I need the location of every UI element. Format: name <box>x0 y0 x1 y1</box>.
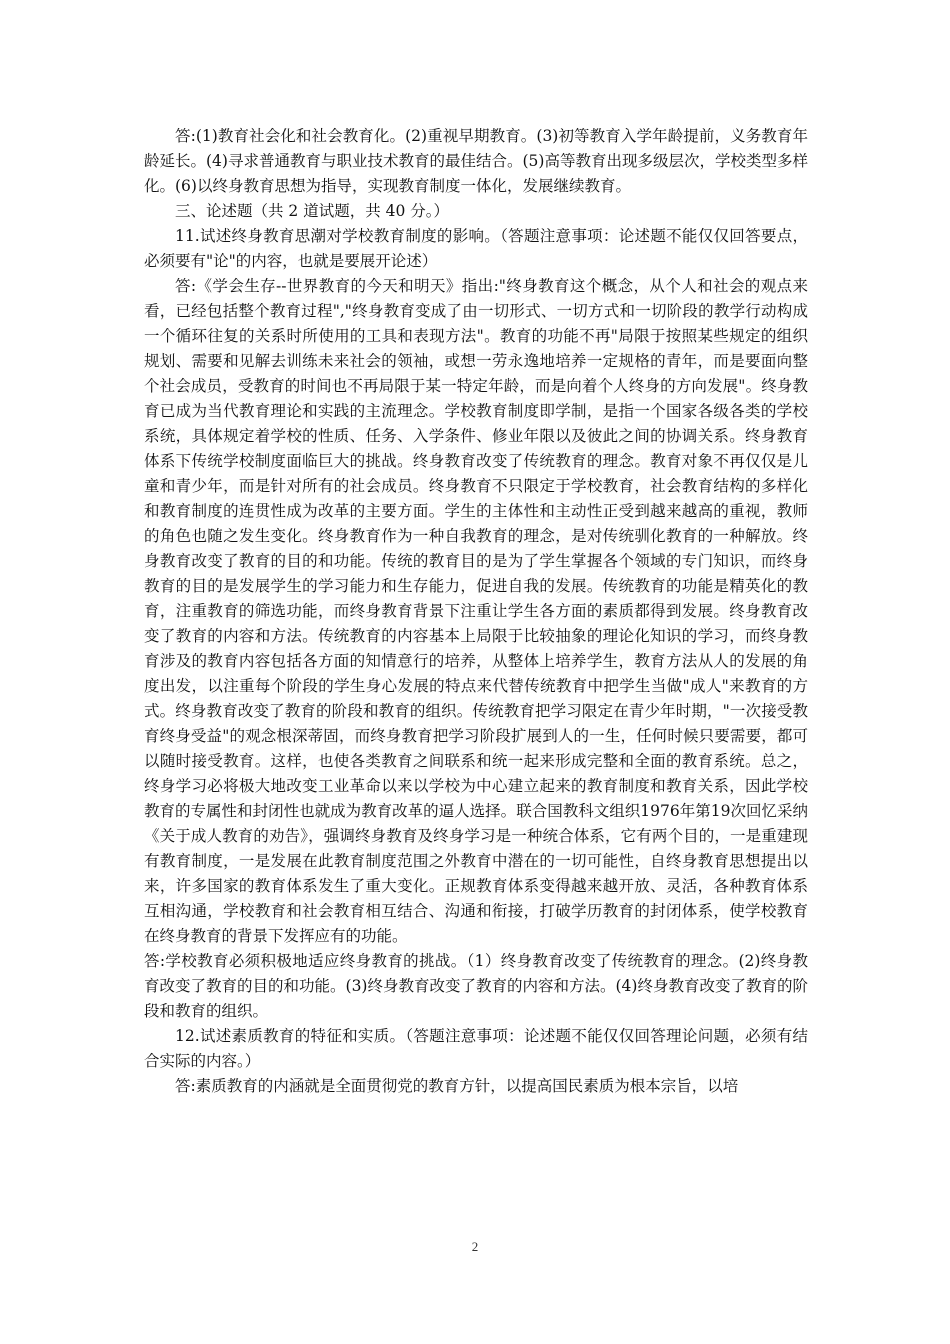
document-body <box>144 124 808 1099</box>
answer-11-summary-paragraph: 答:学校教育必须积极地适应终身教育的挑战。（1）终身教育改变了传统教育的理念。(2)终身教育改变了教育的目的和功能。(3)终身教育改变了教育的内容和方法。(4)终身教育改变了教育的阶段和教育的组织。 <box>144 952 808 1020</box>
answer-12-paragraph: 答:素质教育的内涵就是全面贯彻党的教育方针，以提高国民素质为根本宗旨，以培 <box>175 1077 739 1095</box>
answer-10-paragraph: 答:(1)教育社会化和社会教育化。(2)重视早期教育。(3)初等教育入学年龄提前，义务教育年龄延长。(4)寻求普通教育与职业技术教育的最佳结合。(5)高等教育出现多级层次，学校类型多样化。(6)以终身教育思想为指导，实现教育制度一体化，发展继续教育。 <box>144 127 808 195</box>
answer-11-paragraph: 答:《学会生存--世界教育的今天和明天》指出:"终身教育这个概念，从个人和社会的观点来看，已经包括整个教育过程","终身教育变成了由一切形式、一切方式和一切阶段的教学行动构成一个循环往复的关系时所使用的工具和表现方法"。教育的功能不再"局限于按照某些规定的组织规划、需要和见解去训练未来社会的领袖，或想一劳永逸地培养一定规格的青年，而是要面向整个社会成员，受教育的时间也不再局限于某一特定年龄，而是向着个人终身的方向发展"。终身教育已成为当代教育理论和实践的主流理念。学校教育制度即学制，是指一个国家各级各类的学校系统，具体规定着学校的性质、任务、入学条件、修业年限以及彼此之间的协调关系。终身教育体系下传统学校制度面临巨大的挑战。终身教育改变了传统教育的理念。教育对象不再仅仅是儿童和青少年，而是针对所有的社会成员。终身教育不只限定于学校教育，社会教育结构的多样化和教育制度的连贯性成为改革的主要方面。学生的主体性和主动性正受到越来越高的重视，教师的角色也随之发生变化。终身教育作为一种自我教育的理念，是对传统驯化教育的一种解放。终身教育改变了教育的目的和功能。传统的教育目的是为了学生掌握各个领域的专门知识，而终身教育的目的是发展学生的学习能力和生存能力，促进自我的发展。传统教育的功能是精英化的教育，注重教育的筛选功能，而终身教育背景下注重让学生各方面的素质都得到发展。终身教育改变了教育的内容和方法。传统教育的内容基本上局限于比较抽象的理论化知识的学习，而终身教育涉及的教育内容包括各方面的知情意行的培养，从整体上培养学生，教育方法从人的发展的角度出发，以注重每个阶段的学生身心发展的特点来代替传统教育中把学生当做"成人"来教育的方式。终身教育改变了教育的阶段和教育的组织。传统教育把学习限定在青少年时期，"一次接受教育终身受益"的观念根深蒂固，而终身教育把学习阶段扩展到人的一生，任何时候只要需要，都可以随时接受教育。这样，也使各类教育之间联系和统一起来形成完整和全面的教育系统。总之，终身学习必将极大地改变工业革命以来以学校为中心建立起来的教育制度和教育关系，因此学校教育的专属性和封闭性也就成为教育改革的逼人选择。联合国教科文组织1976年第19次回忆采纳《关于成人教育的劝告》，强调终身教育及终身学习是一种统合体系，它有两个目的，一是重建现有教育制度，一是发展在此教育制度范围之外教育中潜在的一切可能性，自终身教育思想提出以来，许多国家的教育体系发生了重大变化。正规教育体系变得越来越开放、灵活，各种教育体系互相沟通，学校教育和社会教育相互结合、沟通和衔接，打破学历教育的封闭体系，使学校教育在终身教育的背景下发挥应有的功能。 <box>144 277 808 945</box>
question-11-paragraph: 11.试述终身教育思潮对学校教育制度的影响。（答题注意事项：论述题不能仅仅回答要点，必须要有"论"的内容，也就是要展开论述） <box>144 227 808 270</box>
question-12-paragraph: 12.试述素质教育的特征和实质。（答题注意事项：论述题不能仅仅回答理论问题，必须有结合实际的内容。） <box>144 1027 808 1070</box>
section-heading: 三、论述题（共 2 道试题，共 40 分。） <box>175 202 450 220</box>
page-number: 2 <box>471 1239 479 1254</box>
